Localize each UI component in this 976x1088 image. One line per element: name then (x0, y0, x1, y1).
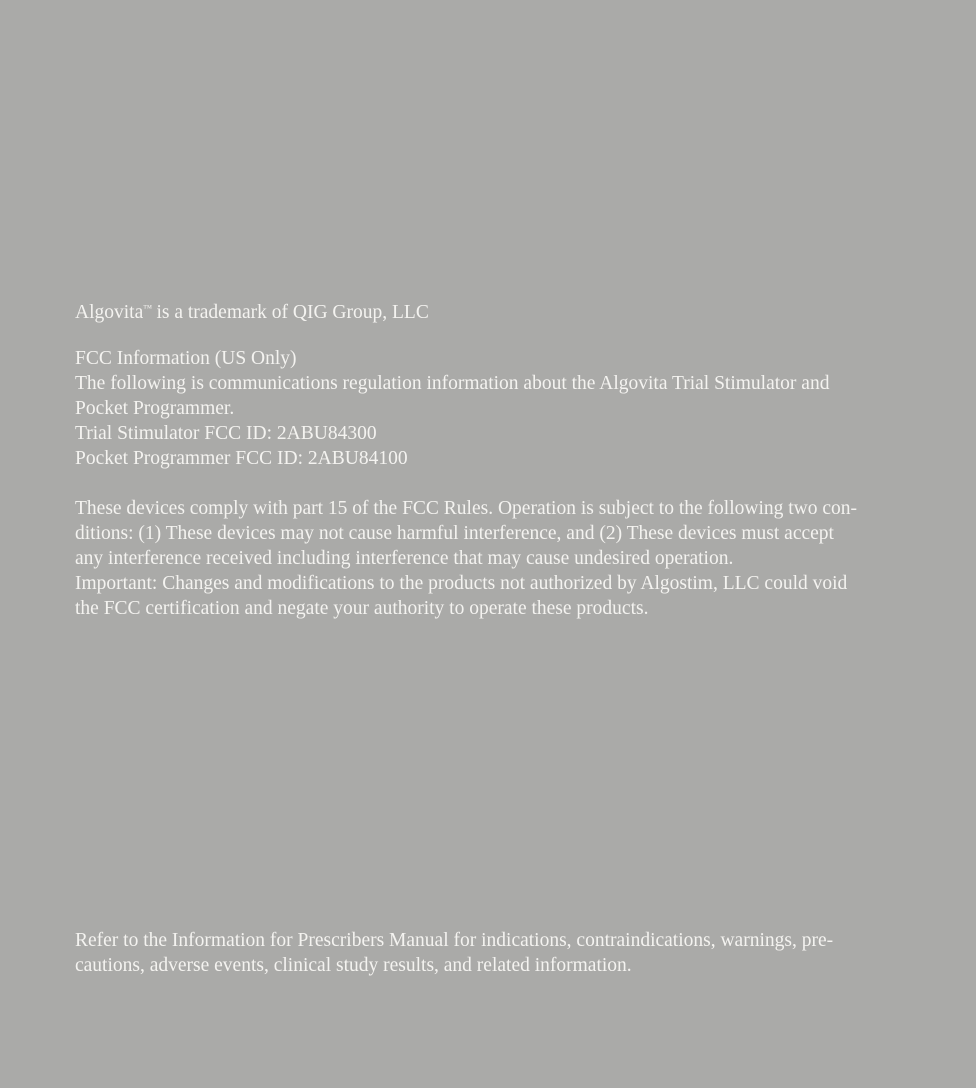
brand-name: Algovita (75, 302, 144, 323)
compliance-line: any interference received including interference that may cause undesired operation. (75, 548, 734, 569)
refer-line: cautions, adverse events, clinical study results, and related information. (75, 955, 632, 976)
compliance-line: ditions: (1) These devices may not cause harmful interference, and (2) These devices must accept (75, 523, 834, 544)
fcc-intro-line-1: The following is communications regulation information about the Algovita Trial Stimulator and (75, 373, 830, 394)
trademark-line (75, 296, 915, 321)
important-notice-line: the FCC certification and negate your authority to operate these products. (75, 598, 649, 619)
important-notice-line: Important: Changes and modifications to the products not authorized by Algostim, LLC could void (75, 573, 848, 594)
prescribers-manual-reference (75, 928, 915, 978)
fcc-information-section (75, 346, 915, 471)
trademark-notice (75, 296, 915, 321)
trial-stimulator-fcc-id: Trial Stimulator FCC ID: 2ABU84300 (75, 423, 377, 444)
refer-line: Refer to the Information for Prescribers Manual for indications, contraindications, warnings, pre- (75, 930, 834, 951)
trademark-symbol: ™ (143, 303, 152, 313)
fcc-compliance-statement (75, 496, 915, 621)
fcc-intro-line-2: Pocket Programmer. (75, 398, 235, 419)
compliance-line: These devices comply with part 15 of the FCC Rules. Operation is subject to the following two con- (75, 498, 858, 519)
trademark-owner-text: is a trademark of QIG Group, LLC (151, 302, 429, 323)
fcc-heading: FCC Information (US Only) (75, 348, 297, 369)
pocket-programmer-fcc-id: Pocket Programmer FCC ID: 2ABU84100 (75, 448, 408, 469)
